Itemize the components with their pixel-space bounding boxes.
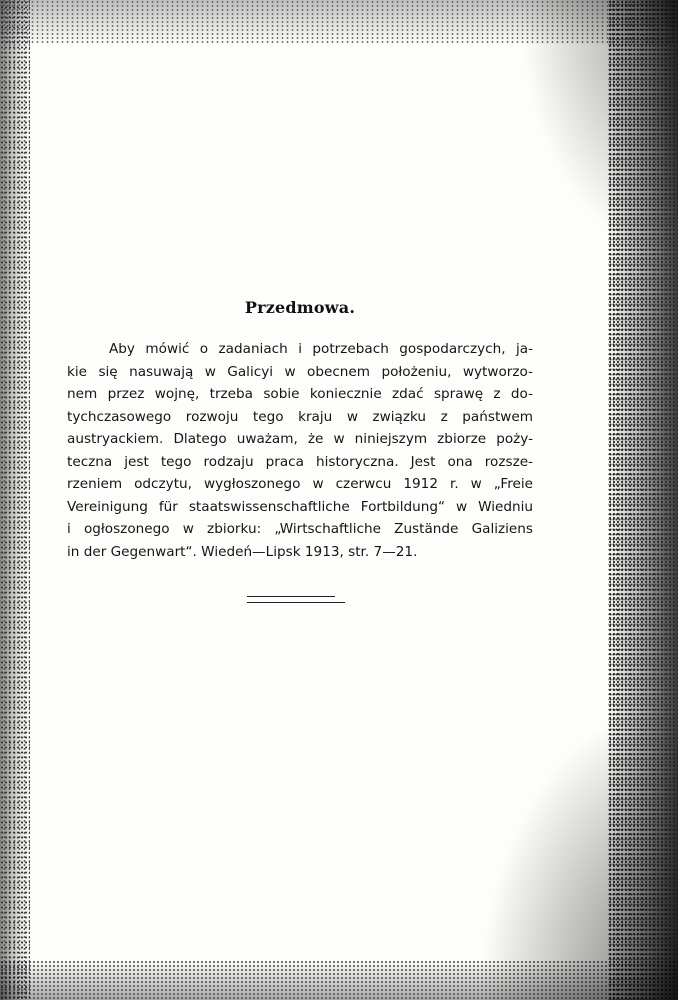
page-edge-top <box>0 0 678 45</box>
page-corner-shadow-bottom-right <box>478 700 678 1000</box>
paragraph-line: Vereinigung für staatswissenschaftliche Fortbildung“ w Wiedniu <box>67 498 533 515</box>
paragraph-line: in der Gegenwart“. Wiedeń—Lipsk 1913, str. 7—21. <box>67 543 418 560</box>
preface-paragraph <box>67 338 533 563</box>
paragraph-line: rzeniem odczytu, wygłoszonego w czerwcu 1912 r. w „Freie <box>67 476 533 492</box>
paragraph-line: austryackiem. Dlatego uważam, że w niniejszym zbiorze poży- <box>67 431 533 447</box>
paragraph-line: tychczasowego rozwoju tego kraju w związku z państwem <box>67 408 533 425</box>
paragraph-line: Aby mówić o zadaniach i potrzebach gospodarczych, ja- <box>109 341 533 357</box>
page-edge-right <box>608 0 678 1000</box>
decorative-rule-lower <box>247 602 345 603</box>
decorative-rule-upper <box>247 596 335 597</box>
page-edge-left <box>0 0 30 1000</box>
page-edge-bottom <box>0 960 678 1000</box>
paragraph-line: teczna jest tego rodzaju praca historyczna. Jest ona rozsze- <box>67 453 533 470</box>
paragraph-line: nem przez wojnę, trzeba sobie koniecznie zdać sprawę z do- <box>67 386 533 402</box>
page-corner-shadow-top-right <box>518 0 678 260</box>
paragraph-line: i ogłoszonego w zbiorku: „Wirtschaftliche Zustände Galiziens <box>67 521 533 537</box>
page-heading: Przedmowa. <box>244 298 356 317</box>
paragraph-line: kie się nasuwają w Galicyi w obecnem położeniu, wytworzo- <box>67 363 533 380</box>
